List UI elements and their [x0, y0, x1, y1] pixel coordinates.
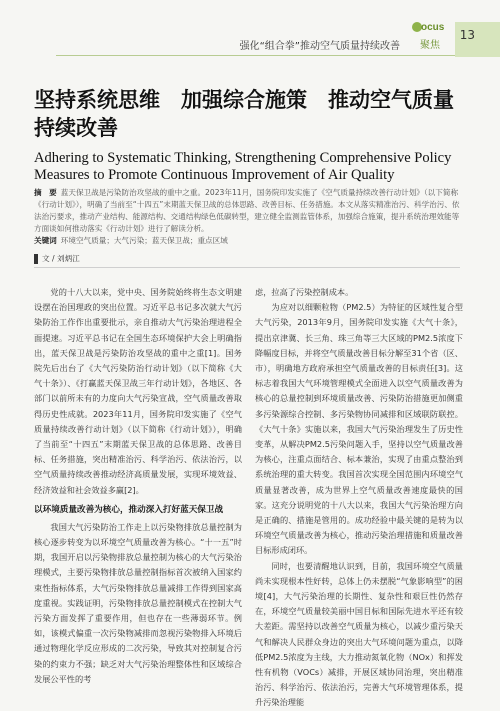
- abstract-label: 摘 要: [34, 188, 57, 197]
- page-number: 13: [459, 28, 475, 42]
- article-title-en: Adhering to Systematic Thinking, Strengthening Comprehensive Policy Measures to Promote Continuous Improvement of Air Quality: [34, 150, 452, 183]
- right-paragraph-3: 同时，也要清醒地认识到，目前，我国环境空气质量尚未实现根本性好转，总体上仍未摆脱“气象影响型”的困境[4]，大气污染治理的长期性、复杂性和艰巨性仍然存在，环境空气质量较美丽中国目标和国际先进水平还有较大差距。需坚持以改善空气质量为核心，以减少重污染天气和解决人民群众身边的突出大气环境问题为重点，以降低PM2.5浓度为主线，大力推动氮氧化物（NOx）和挥发性有机物（VOCs）减排，开展区域协同治理，突出精准治污、科学治污、依法治污，完善大气环境管理体系，提升污染治理能: [255, 560, 463, 708]
- right-column: [255, 285, 463, 711]
- left-paragraph-1: 党的十八大以来，党中央、国务院始终将生态文明建设摆在治国理政的突出位置。习近平总书记多次就大气污染防治工作作出重要批示，亲自推动大气污染治理进程全面提速。习近平总书记在全国生态环境保护大会上明确指出，蓝天保卫战是污染防治攻坚战的重中之重[1]。国务院先后出台了《大气污染防治行动计划》（以下简称《大气十条》）、《打赢蓝天保卫战三年行动计划》，各地区、各部门以前所未有的力度向大气污染宣战，空气质量改善取得历史性成就。2023年11月，国务院印发实施了《空气质量持续改善行动计划》（以下简称《行动计划》），明确了当前至“十四五”末期蓝天保卫战的总体思路、改善目标、任务措施，突出精准治污、科学治污、依法治污，以空气质量持续改善推动经济高质量发展，实现环境效益、经济效益和社会效益多赢[2]。: [34, 287, 242, 495]
- running-title: 强化“组合拳”推动空气质量持续改善: [239, 41, 400, 52]
- focus-badge: [412, 22, 450, 52]
- author-marker: [34, 254, 38, 264]
- section-heading: 以环境质量改善为核心，推动深入打好蓝天保卫战: [34, 504, 224, 515]
- article-title-cn: 坚持系统思维 加强综合施策 推动空气质量持续改善: [34, 88, 454, 140]
- left-paragraph-2: 我国大气污染防治工作走上以污染物排放总量控制为核心逐步转变为以环境空气质量改善为核心。“十一五”时期，我国开启以污染物排放总量控制为核心的大气污染治理模式，主要污染物排放总量控制指标首次被纳入国家约束性指标体系，大气污染物排放总量减排工作得到国家高度重视。实践证明，污染物排放总量控制模式在控制大气污染方面发挥了重要作用，但也存在一些薄弱环节。例如，该模式偏重一次污染物减排而忽视污染物排入环境后通过物理化学反应形成的二次污染，导致其对控制复合污染的约束力不强；缺乏对大气污染治理整体性和区域综合发展公平性的考: [34, 521, 242, 684]
- separator-rule: [34, 267, 460, 268]
- keywords: [34, 235, 460, 247]
- abstract: [34, 187, 460, 235]
- keywords-text: 环境空气质量；大气污染；蓝天保卫战；重点区域: [60, 236, 228, 245]
- abstract-text: 蓝天保卫战是污染防治攻坚战的重中之重。2023年11月，国务院印发实施了《空气质量持续改善行动计划》（以下简称《行动计划》），明确了当前至“十四五”末期蓝天保卫战的总体思路、改善目标、任务措施。本文从落实精准治污、科学治污、依法治污要求，推动产业结构、能源结构、交通结构绿色低碳转型，建立健全监测监管体系，加强综合施策，提升系统治理效能等方面谈如何推动落实《行动计划》进行了解读分析。: [34, 188, 460, 233]
- right-paragraph-2: 为应对以细颗粒物（PM2.5）为特征的区域性复合型大气污染，2013年9月，国务院印发实施《大气十条》，提出京津冀、长三角、珠三角等三大区域的PM2.5浓度下降幅度目标，并将空气质量改善目标分解至31个省（区、市），明确地方政府承担空气质量改善的目标责任[3]。这标志着我国大气环境管理模式全面进入以空气质量改善为核心的总量控制到环境质量改善、污染防治措施更加侧重多污染源综合控制、多污染物协同减排和区域联防联控。《大气十条》实施以来，我国大气污染治理发生了历史性变革，从解决PM2.5污染问题入手，坚持以空气质量改善为核心，注重点面结合、标本兼治，实现了由重点整治到系统治理的重大转变。我国首次实现全国范围内环境空气质量显著改善，成为世界上空气质量改善速度最快的国家。这充分说明党的十八大以来，我国大气污染治理方向是正确的、措施是管用的。成功经验中最关键的是转为以环境空气质量改善为核心，推动污染治理措施和质量改善目标形成闭环。: [255, 302, 463, 556]
- focus-badge-cn: 聚焦: [420, 40, 440, 51]
- keywords-label: 关键词: [34, 236, 57, 245]
- header-rule: [56, 55, 455, 56]
- author-line: 文 / 刘炳江: [42, 254, 80, 263]
- focus-badge-en: ocus: [421, 22, 445, 33]
- right-paragraph-continuation: 虑，拉高了污染控制成本。: [255, 287, 354, 297]
- page-header: [0, 0, 500, 60]
- left-column: [34, 285, 242, 687]
